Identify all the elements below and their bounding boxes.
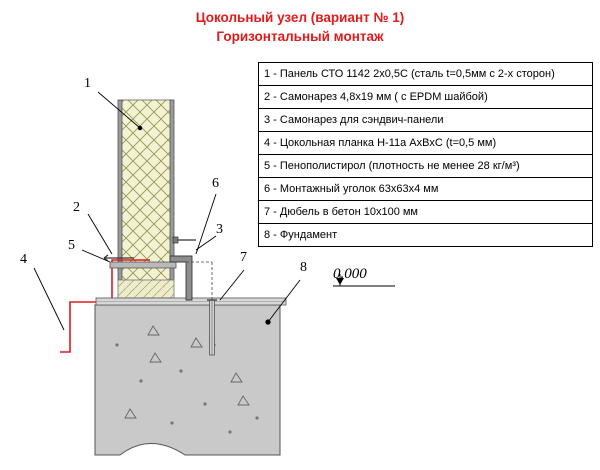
title-line-2: Горизонтальный монтаж: [216, 29, 384, 44]
legend-item: 5 - Пенополистирол (плотность не менее 28 кг/м³): [259, 155, 592, 178]
callout-6: 6: [212, 176, 219, 191]
leader-4: [34, 268, 64, 330]
callout-3: 3: [216, 222, 223, 237]
sandwich-panel: [118, 100, 174, 280]
legend-item: 1 - Панель СТО 1142 2х0,5С (сталь t=0,5мм с 2-х сторон): [259, 63, 592, 86]
leader-6: [196, 194, 216, 254]
title-line-1: Цокольный узел (вариант № 1): [195, 10, 405, 25]
leader-7: [220, 270, 244, 300]
legend-item: 4 - Цокольная планка Н-11а АхВхС (t=0,5 мм): [259, 132, 592, 155]
legend-item: 2 - Самонарез 4,8х19 мм ( с EPDM шайбой): [259, 86, 592, 109]
foundation-body: [95, 305, 280, 455]
callout-5: 5: [68, 238, 75, 253]
callout-2: 2: [73, 200, 80, 215]
leader-2: [88, 214, 112, 254]
level-mark-label: 0.000: [333, 266, 367, 282]
polystyrene-layer: [118, 280, 174, 298]
callout-1: 1: [84, 76, 91, 91]
legend-item: 7 - Дюбель в бетон 10х100 мм: [259, 201, 592, 224]
legend-item: 8 - Фундамент: [264, 229, 338, 241]
legend-item: 6 - Монтажный уголок 63х63х4 мм: [259, 178, 592, 201]
callout-4: 4: [20, 252, 27, 267]
leader-3: [196, 236, 216, 250]
callout-8: 8: [300, 260, 307, 275]
callout-7: 7: [240, 250, 247, 265]
legend-item: 3 - Самонарез для сэндвич-панели: [259, 109, 592, 132]
